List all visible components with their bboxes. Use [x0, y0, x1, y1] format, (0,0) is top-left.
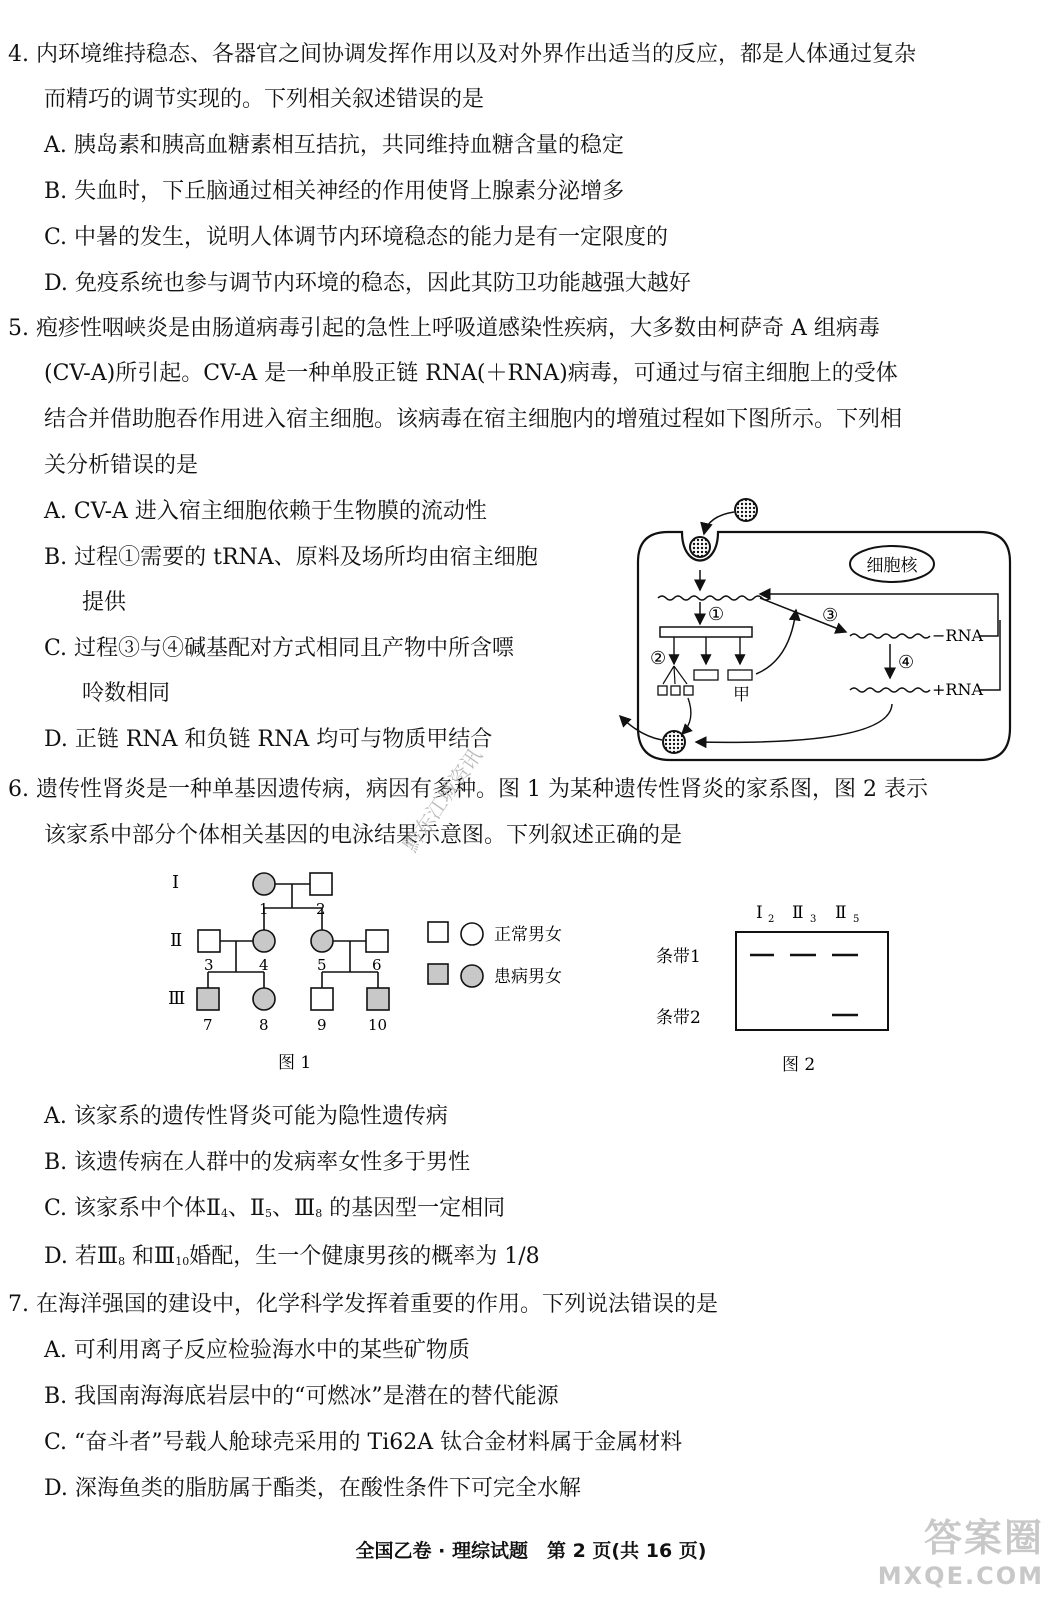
step-3-label: ③ [822, 605, 839, 626]
legend-affected-male [428, 964, 448, 984]
label-II5: 5 [317, 956, 327, 974]
virus-particle-assembled [663, 731, 685, 753]
individual-III10 [367, 988, 389, 1010]
label-II6: 6 [372, 956, 382, 974]
pedigree-figure-1 [160, 860, 590, 1080]
label-II3: 3 [204, 956, 214, 974]
label-I1: 1 [259, 900, 269, 918]
host-cell-outline [638, 532, 1010, 760]
figure-1-caption: 图 1 [278, 1053, 312, 1073]
q7-option-a: A. 可利用离子反应检验海水中的某些矿物质 [44, 1338, 470, 1363]
step-1-label: ① [708, 604, 725, 625]
step-4-label: ④ [898, 652, 915, 673]
label-III10: 10 [368, 1016, 388, 1034]
q6-stem-line1: 6. 遗传性肾炎是一种单基因遗传病，病因有多种。图 1 为某种遗传性肾炎的家系图，图 2 表示 [8, 777, 928, 802]
q6-option-c: C. 该家系中个体$Ⅱ_4$、$Ⅱ_5$、$Ⅲ_8$ 的基因型一定相同 [44, 1196, 506, 1221]
label-III8: 8 [259, 1016, 269, 1034]
electrophoresis-figure-2 [650, 900, 900, 1080]
individual-III7 [197, 988, 219, 1010]
diagonal-watermark: 黔东江城资讯 [398, 743, 487, 857]
legend-normal-male [428, 922, 448, 942]
label-I2: 2 [316, 900, 326, 918]
q5-option-a: A. CV-A 进入宿主细胞依赖于生物膜的流动性 [44, 499, 487, 524]
step-2-label: ② [650, 648, 667, 669]
label-II4: 4 [259, 956, 269, 974]
band-1-label: 条带1 [656, 947, 701, 967]
figure-2-caption: 图 2 [782, 1055, 816, 1075]
q7-stem: 7. 在海洋强国的建设中，化学科学发挥着重要的作用。下列说法错误的是 [8, 1292, 718, 1317]
legend-normal-label: 正常男女 [494, 925, 562, 945]
individual-II3 [198, 930, 220, 952]
q5-stem-line3: 结合并借助胞吞作用进入宿主细胞。该病毒在宿主细胞内的增殖过程如下图所示。下列相 [44, 407, 903, 432]
lane-II5-sub: 5 [853, 914, 860, 925]
virus-replication-diagram [600, 490, 1030, 770]
individual-III8 [253, 988, 275, 1010]
lane-I2-sub: 2 [768, 914, 775, 925]
generation-3-label: Ⅲ [168, 988, 186, 1009]
q4-option-a: A. 胰岛素和胰高血糖素相互拮抗，共同维持血糖含量的稳定 [44, 133, 624, 158]
legend-affected-label: 患病男女 [494, 967, 562, 987]
q7-option-c: C. “奋斗者”号载人舱球壳采用的 Ti62A 钛合金材料属于金属材料 [44, 1430, 683, 1455]
gel-frame [736, 932, 888, 1030]
individual-III9 [311, 988, 333, 1010]
individual-II4 [253, 930, 275, 952]
legend-normal-female [461, 923, 483, 945]
lane-II3-label: Ⅱ [792, 903, 804, 923]
q4-option-d: D. 免疫系统也参与调节内环境的稳态，因此其防卫功能越强大越好 [44, 271, 691, 296]
q6-option-d: D. 若$Ⅲ_8$ 和$Ⅲ_{10}$婚配，生一个健康男孩的概率为 1/8 [44, 1244, 540, 1269]
q5-option-c-line2: 呤数相同 [82, 681, 171, 706]
q5-option-c-line1: C. 过程③与④碱基配对方式相同且产物中所含嘌 [44, 636, 515, 661]
individual-I2 [310, 873, 332, 895]
positive-rna-strand-bottom [850, 688, 930, 692]
individual-II6 [366, 930, 388, 952]
q5-option-d: D. 正链 RNA 和负链 RNA 均可与物质甲结合 [44, 727, 493, 752]
q6-option-b: B. 该遗传病在人群中的发病率女性多于男性 [44, 1150, 471, 1175]
q4-stem-line2: 而精巧的调节实现的。下列相关叙述错误的是 [44, 87, 485, 112]
q7-option-b: B. 我国南海海底岩层中的“可燃冰”是潜在的替代能源 [44, 1384, 559, 1409]
page-footer: 全国乙卷 · 理综试题 第 2 页(共 16 页) [355, 1540, 707, 1562]
q5-stem-line4: 关分析错误的是 [44, 453, 199, 478]
q6-option-a: A. 该家系的遗传性肾炎可能为隐性遗传病 [44, 1104, 448, 1129]
positive-rna-strand-top [658, 596, 770, 600]
band-2-label: 条带2 [656, 1008, 701, 1028]
label-III7: 7 [203, 1016, 213, 1034]
generation-2-label: Ⅱ [170, 930, 183, 951]
q6-stem-line2: 该家系中部分个体相关基因的电泳结果示意图。下列叙述正确的是 [44, 823, 683, 848]
q4-option-c: C. 中暑的发生，说明人体调节内环境稳态的能力是有一定限度的 [44, 225, 669, 250]
site-logo [878, 1507, 1044, 1590]
individual-II5 [311, 930, 333, 952]
q5-stem-line1: 5. 疱疹性咽峡炎是由肠道病毒引起的急性上呼吸道感染性疾病，大多数由柯萨奇 A 组病毒 [8, 316, 880, 341]
virus-particle-endocytosed [690, 537, 710, 557]
virus-particle-outside [735, 499, 757, 521]
q4-option-b: B. 失血时，下丘脑通过相关神经的作用使肾上腺素分泌增多 [44, 179, 625, 204]
lane-II3-sub: 3 [810, 914, 817, 925]
q7-option-d: D. 深海鱼类的脂肪属于酯类，在酸性条件下可完全水解 [44, 1476, 581, 1501]
q4-stem-line1: 4. 内环境维持稳态、各器官之间协调发挥作用以及对外界作出适当的反应，都是人体通过复杂 [8, 42, 916, 67]
negative-rna-strand [850, 634, 930, 638]
label-III9: 9 [317, 1016, 327, 1034]
polyprotein [660, 627, 752, 637]
site-logo-bottom: MXQE.COM [877, 1562, 1044, 1590]
q5-option-b-line1: B. 过程①需要的 tRNA、原料及场所均由宿主细胞 [44, 545, 538, 570]
generation-1-label: Ⅰ [172, 872, 180, 893]
individual-I1 [253, 873, 275, 895]
q5-option-b-line2: 提供 [82, 590, 127, 615]
positive-rna-label: +RNA [932, 680, 984, 699]
negative-rna-label: −RNA [932, 626, 984, 645]
q5-stem-line2: (CV-A)所引起。CV-A 是一种单股正链 RNA(＋RNA)病毒，可通过与宿主细胞上的受体 [44, 361, 898, 386]
substance-jia-label: 甲 [733, 685, 750, 705]
lane-II5-label: Ⅱ [835, 903, 847, 923]
nucleus-label: 细胞核 [866, 556, 918, 576]
legend-affected-female [461, 965, 483, 987]
site-logo-top: 答案圈 [923, 1516, 1044, 1560]
lane-I2-label: Ⅰ [756, 903, 763, 923]
